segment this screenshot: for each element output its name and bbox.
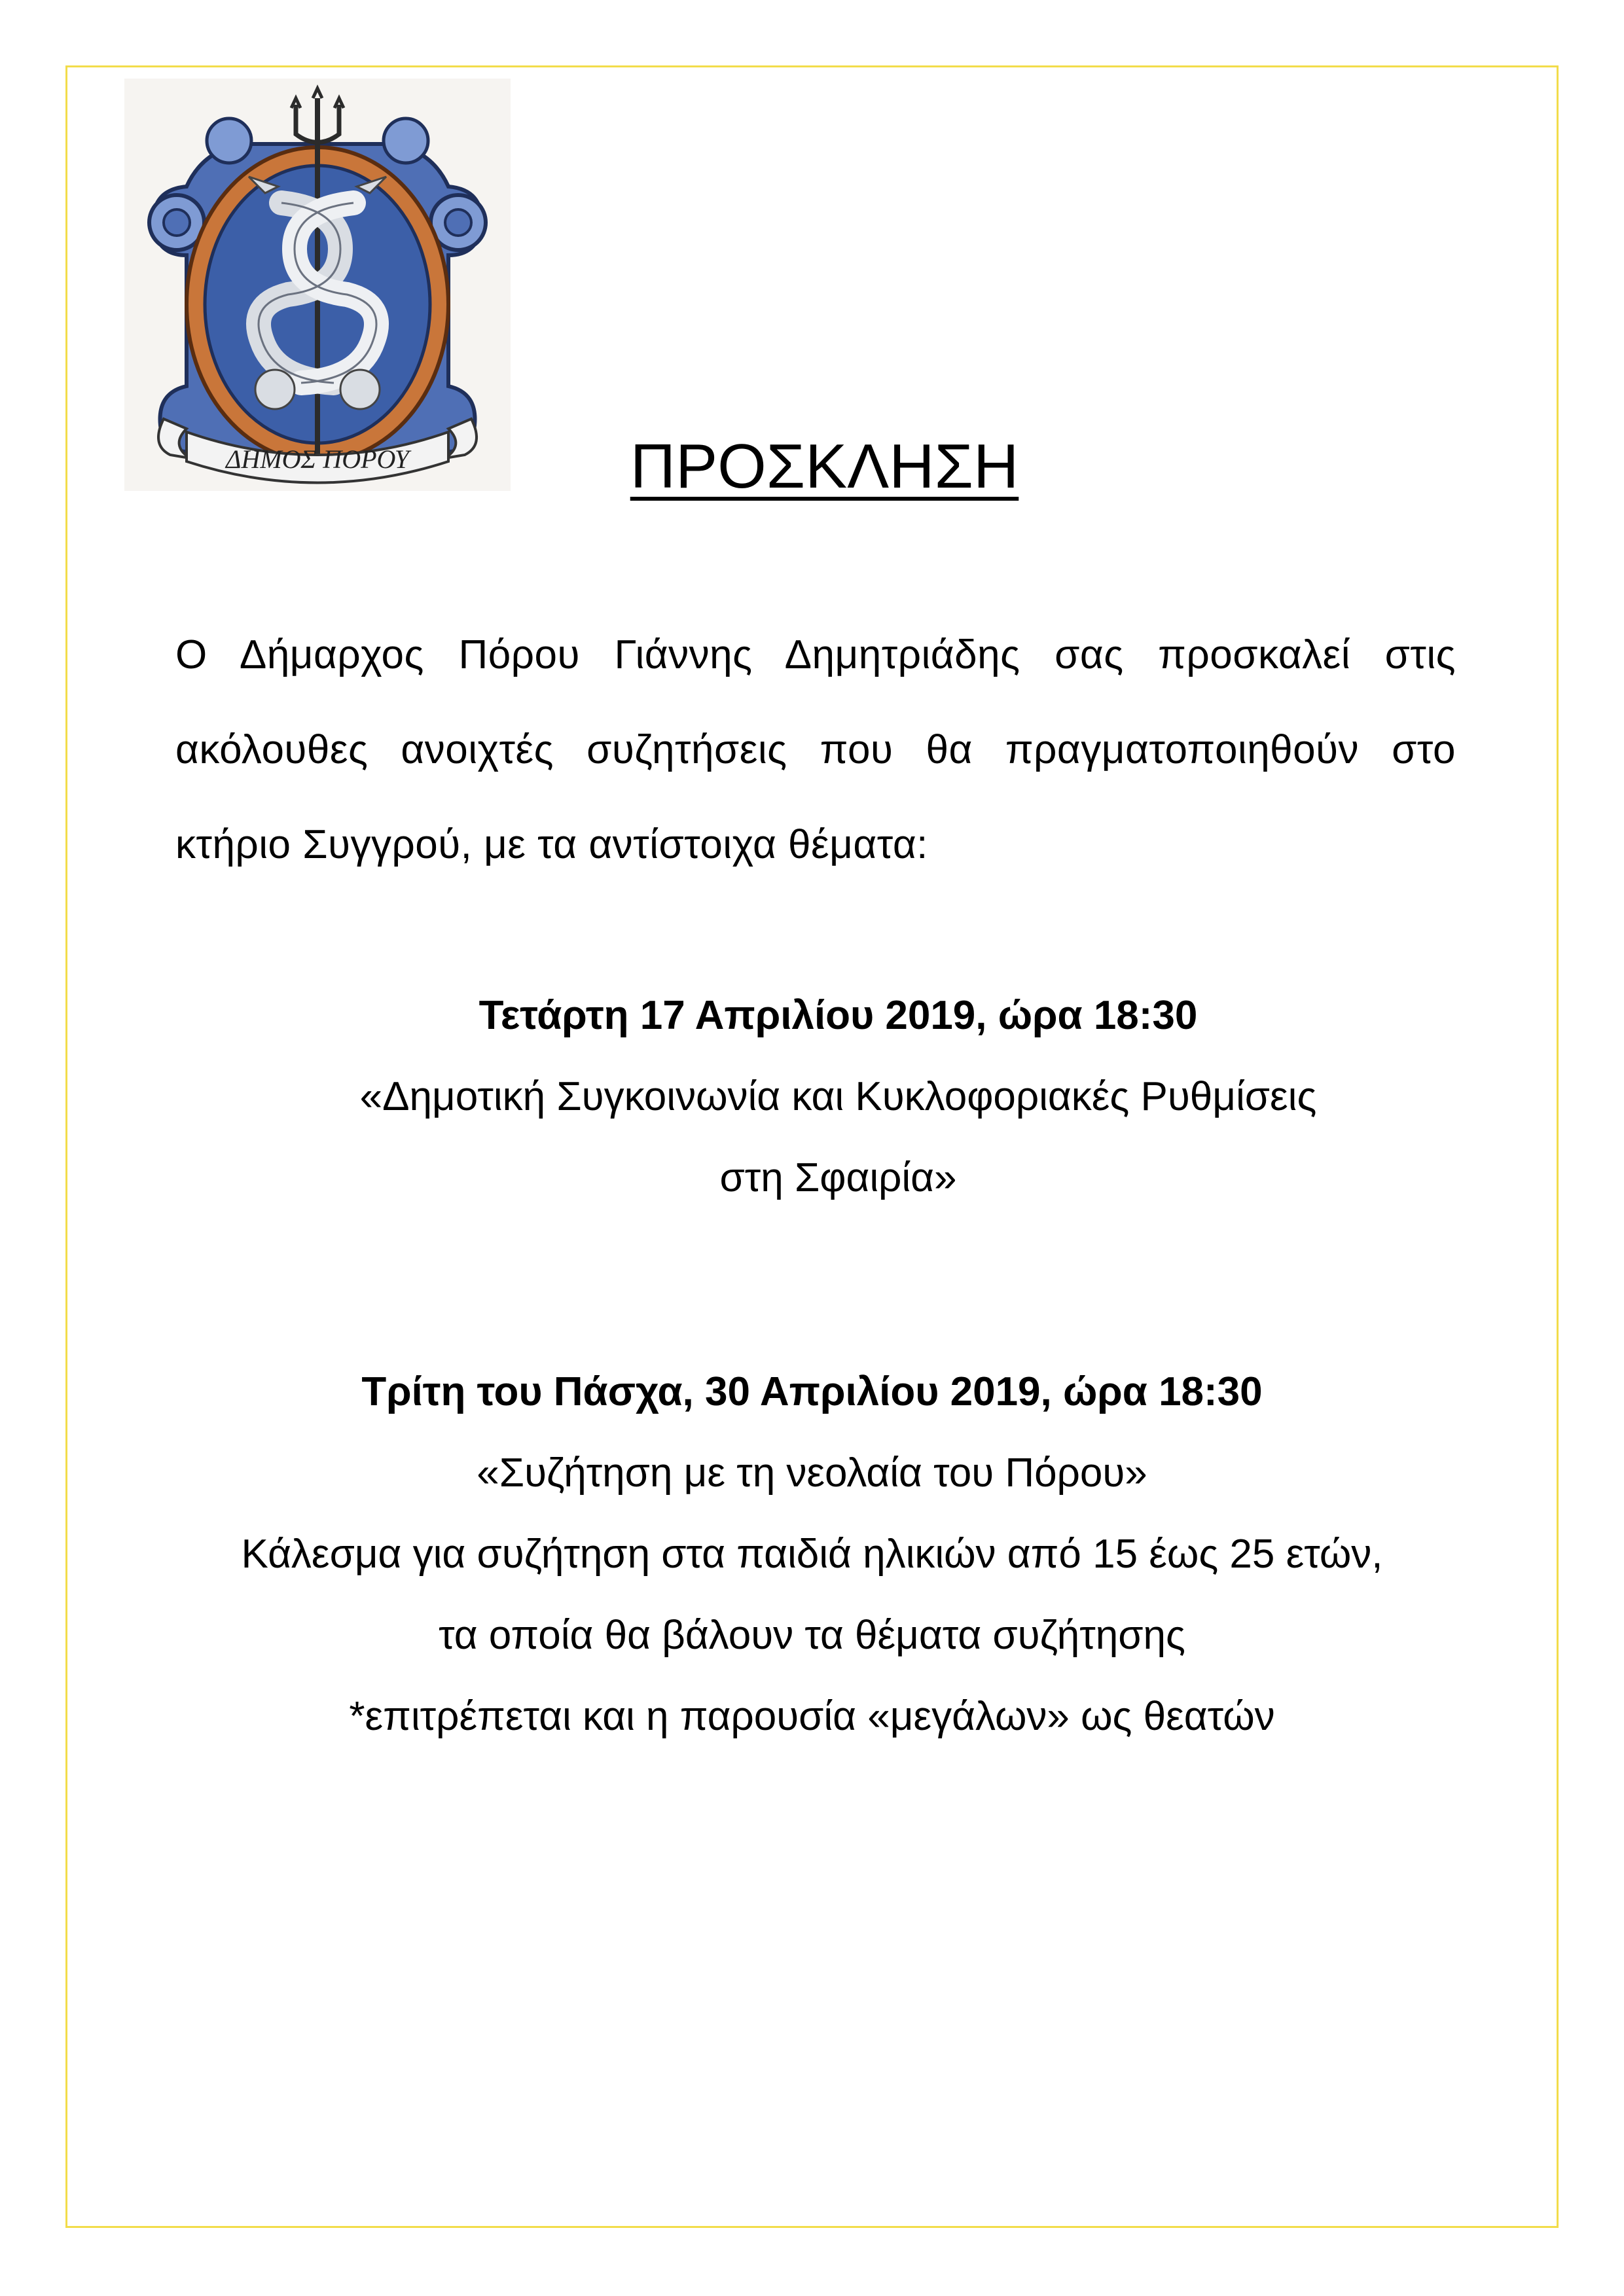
page-title-text: ΠΡΟΣΚΛΗΣΗ	[630, 431, 1019, 501]
event-2-heading: Τρίτη του Πάσχα, 30 Απριλίου 2019, ώρα 18:30	[361, 1369, 1263, 1414]
event-block-2	[0, 1352, 1624, 1757]
event-2-topic-line-3: τα οποία θα βάλουν τα θέματα συζήτησης	[439, 1613, 1185, 1658]
event-1-topic-line-2: στη Σφαιρία»	[719, 1155, 957, 1200]
event-2-topic-line-2: Κάλεσμα για συζήτηση στα παιδιά ηλικιών από 15 έως 25 ετών,	[241, 1532, 1383, 1577]
emblem-graphic	[124, 79, 511, 491]
event-2-topic-line-4: *επιτρέπεται και η παρουσία «μεγάλων» ως θεατών	[349, 1694, 1275, 1739]
event-block-1	[0, 975, 1624, 1219]
event-2-topic-line-1: «Συζήτηση με τη νεολαία του Πόρου»	[477, 1450, 1147, 1496]
page-title	[0, 431, 1624, 503]
event-1-heading: Τετάρτη 17 Απριλίου 2019, ώρα 18:30	[478, 993, 1198, 1038]
svg-text:ΔΗΜΟΣ ΠΟΡΟΥ: ΔΗΜΟΣ ΠΟΡΟΥ	[225, 444, 410, 474]
event-1-topic-line-1: «Δημοτική Συγκοινωνία και Κυκλοφοριακές Ρυθμίσεις	[359, 1074, 1317, 1119]
municipality-of-poros-emblem	[124, 79, 511, 491]
intro-paragraph: Ο Δήμαρχος Πόρου Γιάννης Δημητριάδης σας προσκαλεί στις ακόλουθες ανοιχτές συζητήσεις που θα πραγματοποιηθούν στο κτήριο Συγγρού, με τα αντίστοιχα θέματα:	[175, 632, 1456, 867]
